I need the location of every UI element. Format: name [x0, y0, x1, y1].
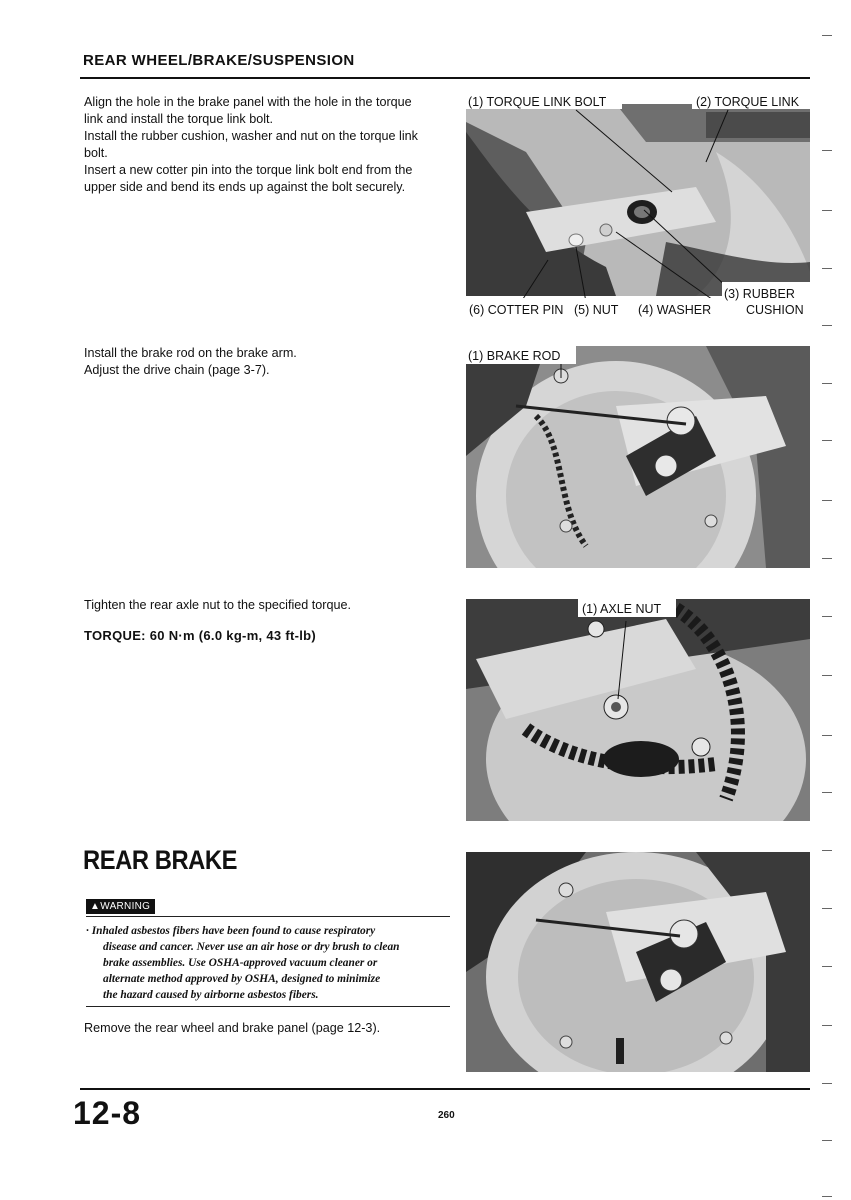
folio-number: 260 — [438, 1110, 455, 1121]
warning-line: disease and cancer. Never use an air hose or dry brush to clean — [103, 941, 400, 953]
scan-mark — [822, 500, 832, 501]
warning-rule-top — [86, 916, 450, 917]
header-rule — [80, 77, 810, 79]
step1-line: Install the rubber cushion, washer and nut on the torque link — [84, 129, 418, 143]
warning-triangle-icon: ▲ — [90, 901, 101, 912]
scan-mark — [822, 1025, 832, 1026]
callout-torque-link-bolt: (1) TORQUE LINK BOLT — [468, 95, 607, 109]
step1-line: bolt. — [84, 146, 108, 160]
scan-mark — [822, 150, 832, 151]
torque-spec: TORQUE: 60 N·m (6.0 kg-m, 43 ft-lb) — [84, 628, 317, 643]
callout-axle-nut: (1) AXLE NUT — [582, 602, 662, 616]
callout-cotter-pin: (6) COTTER PIN — [469, 303, 564, 317]
callout-cushion: CUSHION — [746, 303, 804, 317]
callout-torque-link: (2) TORQUE LINK — [696, 95, 800, 109]
torque-link-photo — [466, 92, 810, 322]
scan-mark — [822, 735, 832, 736]
callout-nut: (5) NUT — [574, 303, 619, 317]
scan-mark — [822, 675, 832, 676]
scan-mark — [822, 325, 832, 326]
scan-mark — [822, 792, 832, 793]
scan-mark — [822, 1140, 832, 1141]
warning-line: the hazard caused by airborne asbestos fibers. — [103, 989, 319, 1001]
step1-text — [84, 94, 454, 196]
step2-text — [84, 345, 454, 379]
step2-line: Adjust the drive chain (page 3-7). — [84, 363, 270, 377]
step1-line: Align the hole in the brake panel with the hole in the torque — [84, 95, 412, 109]
scan-mark — [822, 268, 832, 269]
step1-line: link and install the torque link bolt. — [84, 112, 274, 126]
scan-mark — [822, 850, 832, 851]
section-title: REAR BRAKE — [83, 845, 238, 875]
brake-rod-photo — [466, 346, 810, 568]
axle-nut-photo — [466, 599, 810, 821]
warning-rule-bottom — [86, 1006, 450, 1007]
scan-mark — [822, 966, 832, 967]
page-number: 12-8 — [73, 1095, 142, 1131]
scan-mark — [822, 383, 832, 384]
step2-line: Install the brake rod on the brake arm. — [84, 346, 297, 360]
warning-line: alternate method approved by OSHA, designed to minimize — [103, 973, 381, 985]
scan-mark — [822, 1196, 832, 1197]
footer-rule — [80, 1088, 810, 1090]
warning-label: WARNING — [100, 901, 151, 912]
step1-line: upper side and bend its ends up against the bolt securely. — [84, 180, 406, 194]
rear-brake-instruction: Remove the rear wheel and brake panel (page 12-3). — [84, 1021, 381, 1035]
section-header: REAR WHEEL/BRAKE/SUSPENSION — [83, 52, 355, 69]
callout-washer: (4) WASHER — [638, 303, 712, 317]
scan-mark — [822, 35, 832, 36]
scan-mark — [822, 558, 832, 559]
scan-mark — [822, 1083, 832, 1084]
step3-text: Tighten the rear axle nut to the specified torque. — [84, 598, 351, 612]
scan-mark — [822, 440, 832, 441]
warning-badge — [86, 899, 155, 914]
warning-line: brake assemblies. Use OSHA-approved vacuum cleaner or — [103, 957, 378, 969]
scan-mark — [822, 210, 832, 211]
warning-line: · Inhaled asbestos fibers have been found to cause respiratory — [86, 925, 376, 937]
brake-panel-photo — [466, 852, 810, 1072]
scan-mark — [822, 908, 832, 909]
callout-rubber-cushion: (3) RUBBER — [724, 287, 795, 301]
callout-brake-rod: (1) BRAKE ROD — [468, 349, 561, 363]
step1-line: Insert a new cotter pin into the torque link bolt end from the — [84, 163, 413, 177]
warning-text — [86, 923, 450, 1003]
scan-mark — [822, 616, 832, 617]
